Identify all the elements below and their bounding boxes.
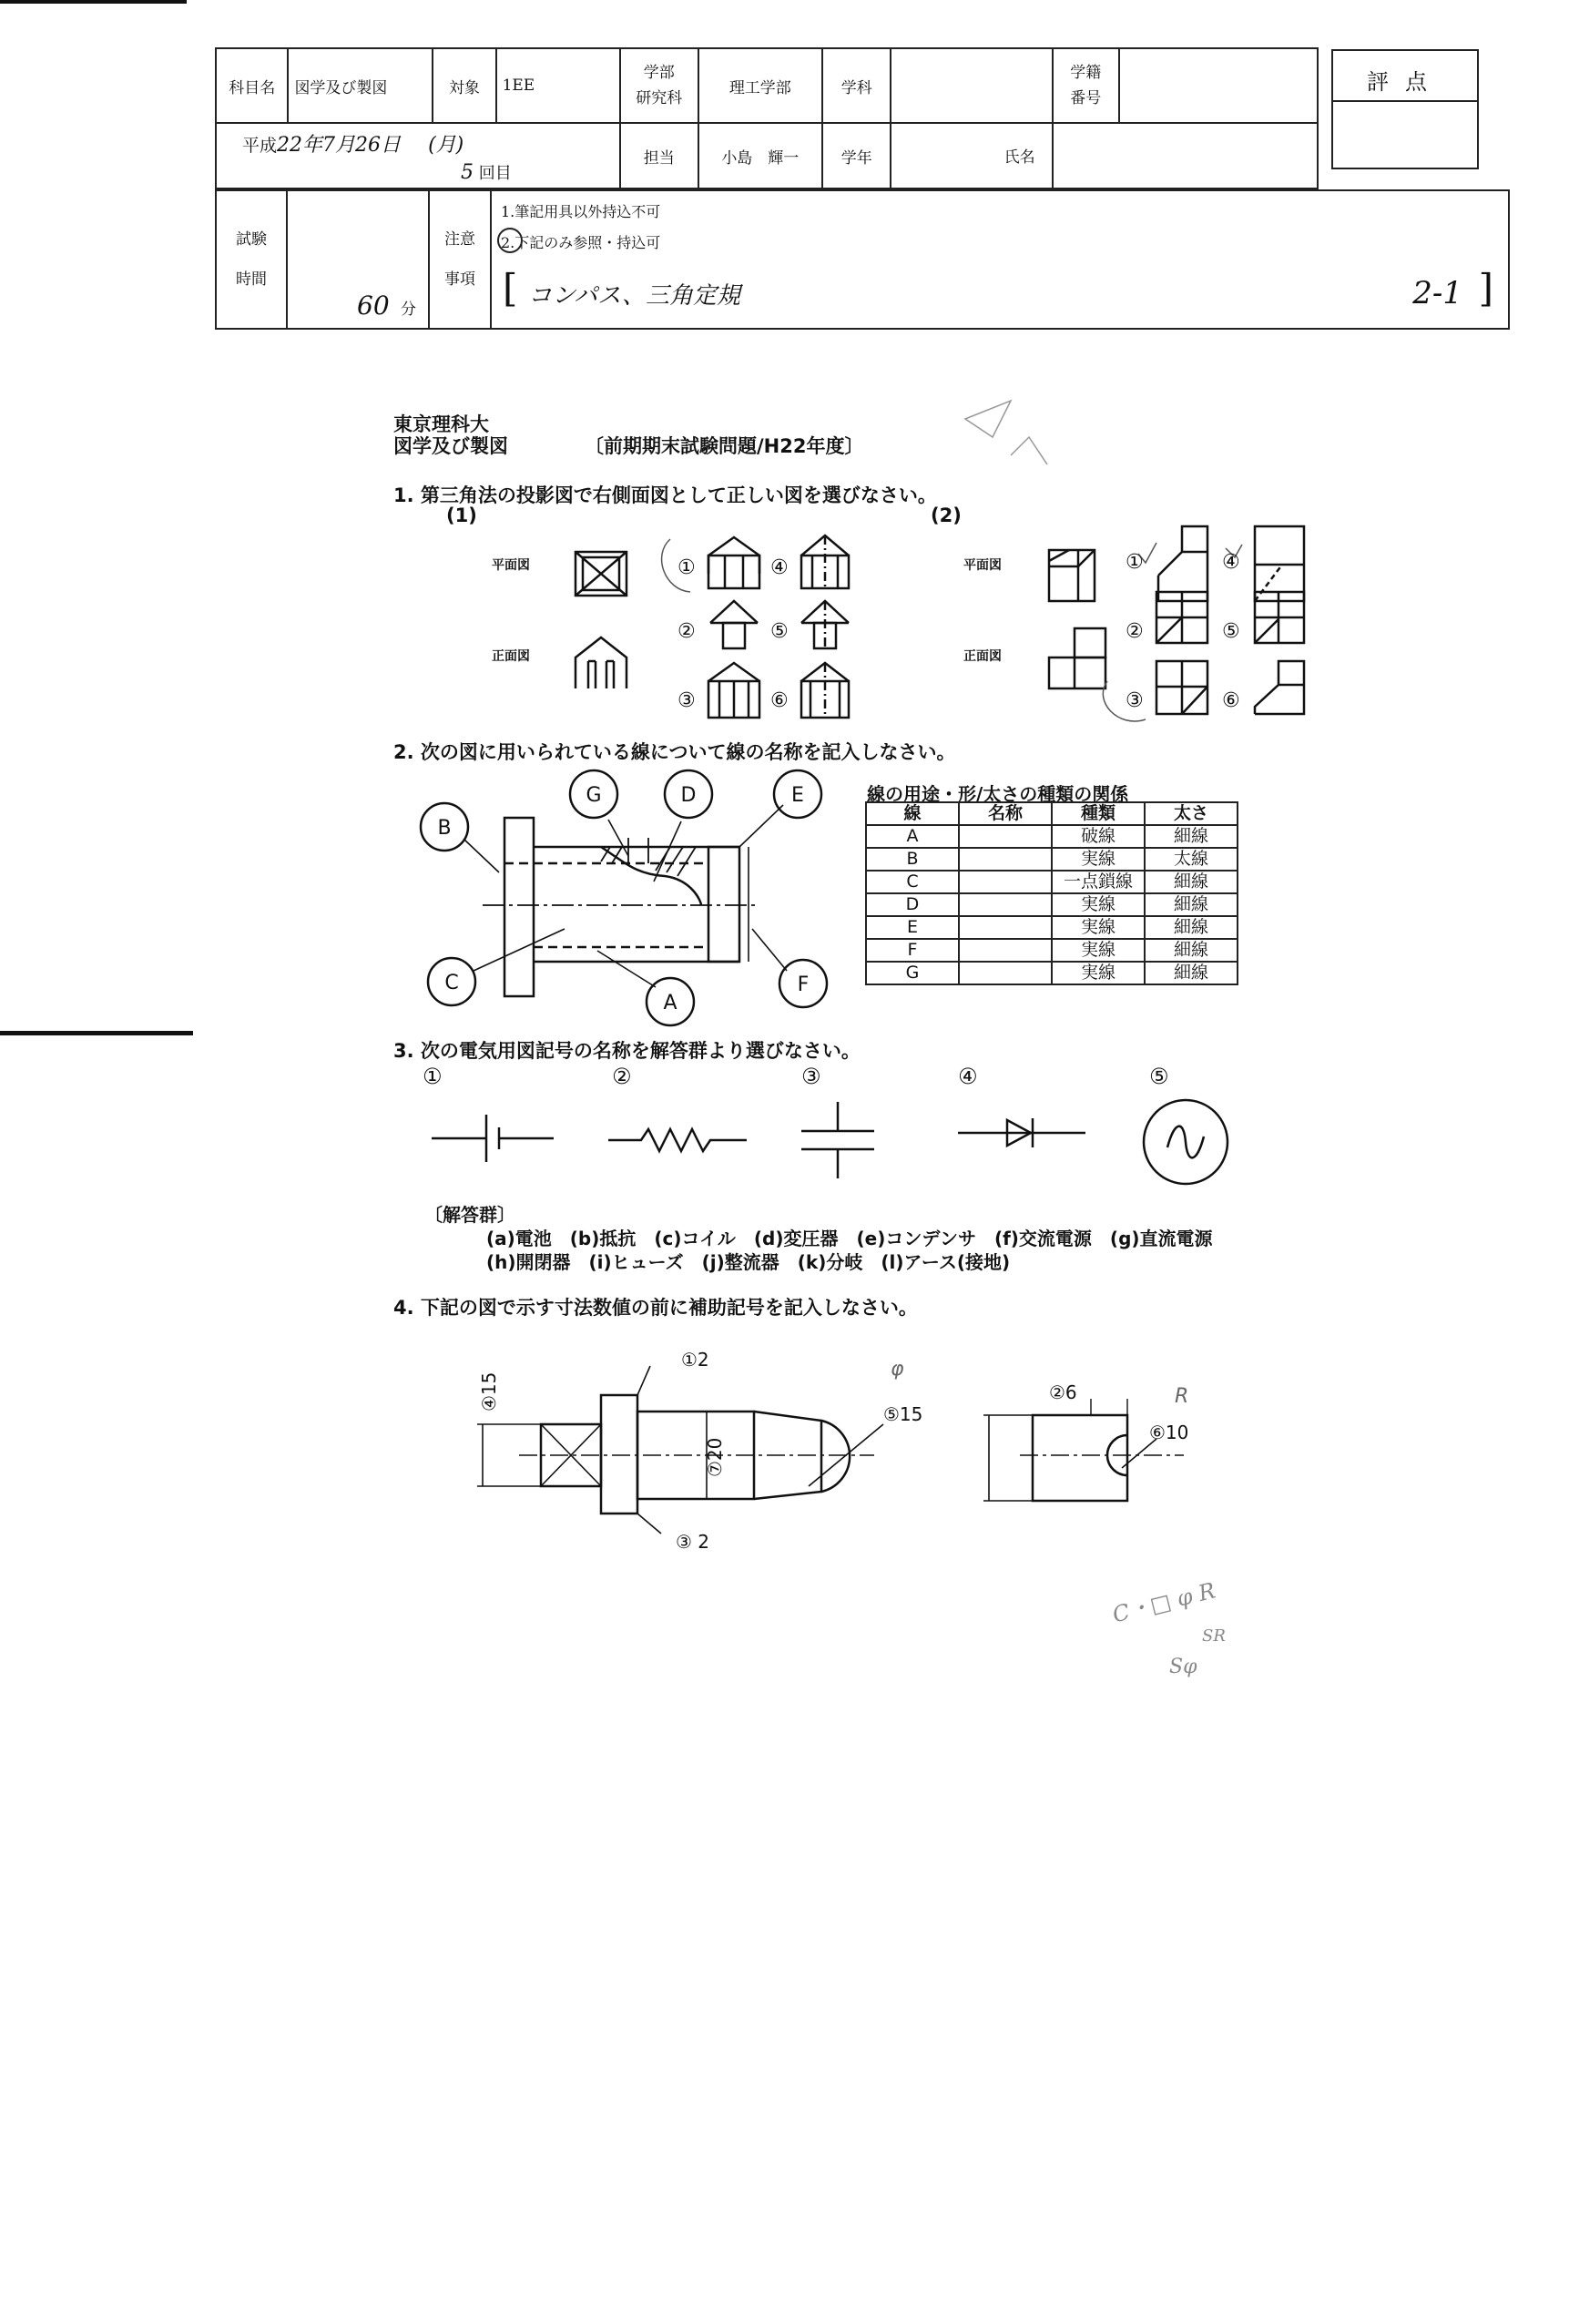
q4-hand-r: R	[1175, 1385, 1189, 1408]
q3-num-3: ③	[801, 1064, 821, 1089]
exam-time-unit: 分	[401, 301, 416, 319]
q4-text: 4. 下記の図で示す寸法数値の前に補助記号を記入しなさい。	[393, 1297, 918, 1319]
q1-text: 1. 第三角法の投影図で右側面図として正しい図を選びなさい。	[393, 484, 937, 506]
faculty-label	[620, 48, 698, 123]
exam-time-label-1: 試験	[236, 230, 267, 249]
table-row	[866, 848, 1238, 871]
row-name[interactable]	[959, 893, 1052, 916]
date-cell	[216, 123, 620, 189]
q3-num-2: ②	[612, 1064, 632, 1089]
name-value	[1053, 123, 1318, 189]
q4-dim-4: ④15	[478, 1371, 500, 1412]
q1-part1-option6-shape	[801, 663, 849, 718]
q1-part1: (1)	[446, 505, 477, 526]
subject-value: 図学及び製図	[288, 48, 433, 123]
q3-answers-line2: (h)開閉器 (i)ヒューズ (j)整流器 (k)分岐 (l)アース(接地)	[486, 1251, 1011, 1273]
teacher-value: 小島 輝一	[698, 123, 822, 189]
exam-time-label	[216, 190, 287, 329]
row-thickness: 細線	[1145, 962, 1238, 984]
note-2-circle	[497, 228, 523, 253]
q1-p2-opt5-num: ⑤	[1222, 620, 1240, 643]
q3-answer-group-label: 〔解答群〕	[424, 1204, 515, 1226]
row-name[interactable]	[959, 871, 1052, 893]
q2-label-d: D	[680, 784, 697, 807]
q2-header-name: 名称	[959, 802, 1052, 825]
table-row	[866, 939, 1238, 962]
q3-symbols	[401, 1056, 1257, 1211]
row-line: G	[866, 962, 959, 984]
row-thickness: 細線	[1145, 893, 1238, 916]
row-type: 実線	[1052, 916, 1145, 939]
q2-line-table	[865, 801, 1238, 985]
note-1: 1.筆記用具以外持込不可	[501, 203, 661, 220]
score-box	[1331, 49, 1479, 169]
notes-label	[429, 190, 491, 329]
q1-plan-label-2: 平面図	[963, 558, 1002, 573]
subject-label: 科目名	[216, 48, 288, 123]
q1-part1-option3-shape	[708, 663, 759, 718]
course-name: 図学及び製図	[393, 435, 508, 457]
q1-p1-opt2-num: ②	[677, 620, 696, 643]
q1-part2-option5-shape	[1255, 592, 1304, 643]
q2-table-title: 線の用途・形/太さの種類の関係	[867, 783, 1129, 805]
exam-time-label-2: 時間	[236, 270, 267, 289]
q3-ac-source-symbol	[1144, 1100, 1228, 1184]
q2-drawing	[401, 765, 838, 1029]
q3-num-4: ④	[958, 1064, 978, 1089]
q4-dim-7: ⑦20	[704, 1437, 726, 1477]
q3-battery-symbol	[432, 1115, 554, 1162]
pencil-notes-3: Sφ	[1169, 1656, 1197, 1678]
teacher-label: 担当	[620, 123, 698, 189]
allowed-bracket-left: [	[503, 266, 518, 311]
row-thickness: 細線	[1145, 916, 1238, 939]
row-line: C	[866, 871, 959, 893]
q1-part2-front-view	[1049, 628, 1105, 688]
q4-dim-6: ⑥10	[1149, 1422, 1189, 1443]
q1-p1-opt4-num: ④	[770, 556, 789, 579]
q2-header-type: 種類	[1052, 802, 1145, 825]
q2-label-c: C	[444, 972, 459, 994]
row-thickness: 細線	[1145, 825, 1238, 848]
q2-label-g: G	[586, 784, 602, 807]
q1-plan-label-1: 平面図	[492, 558, 530, 573]
date-handwritten: 22年7月26日	[277, 134, 402, 157]
row-name[interactable]	[959, 916, 1052, 939]
q1-part2-option4-shape	[1255, 526, 1304, 601]
pencil-notes-1: C・□ φ R	[1109, 1577, 1218, 1628]
q4-dim-2: ②6	[1049, 1381, 1077, 1403]
table-row	[866, 916, 1238, 939]
q4-dim-1: ①2	[681, 1349, 709, 1371]
row-line: B	[866, 848, 959, 871]
dept-label: 学科	[822, 48, 891, 123]
q1-part2: (2)	[931, 505, 962, 526]
row-name[interactable]	[959, 962, 1052, 984]
exam-header-table	[215, 47, 1319, 189]
date-prefix: 平成	[242, 136, 278, 156]
q3-answers-line1: (a)電池 (b)抵抗 (c)コイル (d)変圧器 (e)コンデンサ (f)交流電源 (g)直流電源	[486, 1228, 1213, 1249]
note-2: 2.下記のみ参照・持込可	[501, 234, 661, 251]
year-label: 学年	[822, 123, 891, 189]
q1-p1-opt6-num: ⑥	[770, 689, 789, 712]
target-value: 1EE	[496, 48, 620, 123]
pencil-notes-2: SR	[1202, 1626, 1226, 1646]
q1-part1-option4-shape	[801, 535, 849, 588]
session-handwritten: 5	[461, 161, 474, 184]
row-type: 破線	[1052, 825, 1145, 848]
row-type: 実線	[1052, 962, 1145, 984]
faculty-label-1: 学部	[643, 64, 675, 82]
q2-label-e: E	[791, 784, 804, 807]
row-line: E	[866, 916, 959, 939]
school-name: 東京理科大	[393, 413, 489, 435]
notes-label-2: 事項	[444, 270, 475, 289]
q1-part2-option6-shape	[1255, 661, 1304, 714]
q1-part1-option2-shape	[710, 601, 758, 648]
notes-label-1: 注意	[444, 230, 475, 249]
exam-conditions-table	[215, 189, 1510, 330]
q1-part1-front-view	[576, 637, 627, 688]
row-type: 実線	[1052, 893, 1145, 916]
row-type: 実線	[1052, 848, 1145, 871]
session-suffix: 回目	[478, 164, 512, 183]
allowed-items: コンパス、三角定規	[528, 282, 740, 310]
q2-header-thickness: 太さ	[1145, 802, 1238, 825]
q2-table-header-row	[866, 802, 1238, 825]
q1-p2-opt4-num: ④	[1222, 551, 1240, 574]
q1-part2-plan-view	[1049, 550, 1095, 601]
q1-p2-opt1-num: ①	[1126, 551, 1144, 574]
row-name[interactable]	[959, 825, 1052, 848]
row-thickness: 細線	[1145, 871, 1238, 893]
faculty-label-2: 研究科	[636, 89, 683, 107]
table-row	[866, 825, 1238, 848]
table-row	[866, 893, 1238, 916]
score-label: 評点	[1367, 69, 1443, 95]
year-name-cell	[891, 123, 1052, 189]
q3-text: 3. 次の電気用図記号の名称を解答群より選びなさい。	[393, 1040, 861, 1062]
row-line: D	[866, 893, 959, 916]
q2-label-a: A	[663, 992, 677, 1014]
q1-part2-option3-shape	[1156, 661, 1207, 714]
q4-drawing	[437, 1330, 1257, 1566]
q4-hand-phi: φ	[891, 1358, 904, 1381]
q2-header-line: 線	[866, 802, 959, 825]
weekday-handwritten: (月)	[428, 134, 464, 157]
q1-part2-option2-shape	[1156, 592, 1207, 643]
exam-name: 〔前期期末試験問題/H22年度〕	[585, 435, 864, 457]
q1-front-label-1: 正面図	[492, 649, 530, 664]
q2-label-f: F	[797, 973, 810, 996]
target-label: 対象	[433, 48, 495, 123]
q3-num-1: ①	[423, 1064, 443, 1089]
q1-part1-option1-shape	[708, 537, 759, 588]
q2-label-b: B	[437, 817, 452, 840]
q1-p1-opt1-num: ①	[677, 556, 696, 579]
pencil-scribble-top	[956, 382, 1075, 474]
table-row	[866, 871, 1238, 893]
row-name[interactable]	[959, 848, 1052, 871]
q3-resistor-symbol	[608, 1129, 747, 1151]
q1-part1-plan-view	[576, 552, 627, 596]
q1-front-label-2: 正面図	[963, 649, 1002, 664]
row-name[interactable]	[959, 939, 1052, 962]
name-label: 氏名	[1003, 148, 1035, 167]
q1-part1-option5-shape	[801, 601, 849, 648]
score-divider	[1333, 100, 1477, 102]
row-thickness: 太線	[1145, 848, 1238, 871]
student-no-label-1: 学籍	[1070, 64, 1102, 82]
q3-diode-symbol	[958, 1118, 1085, 1147]
dept-value	[891, 48, 1052, 123]
q1-p1-opt3-num: ③	[677, 689, 696, 712]
q3-capacitor-symbol	[801, 1102, 874, 1178]
row-line: A	[866, 825, 959, 848]
page-top-rule	[0, 0, 187, 4]
q1-drawings	[0, 510, 1579, 729]
row-line: F	[866, 939, 959, 962]
row-thickness: 細線	[1145, 939, 1238, 962]
q1-part2-option1-shape	[1158, 526, 1207, 601]
exam-time-value-cell	[287, 190, 429, 329]
row-type: 一点鎖線	[1052, 871, 1145, 893]
student-no-value	[1119, 48, 1318, 123]
table-row	[866, 962, 1238, 984]
page-code: 2-1	[1412, 275, 1462, 311]
q3-num-5: ⑤	[1149, 1064, 1169, 1089]
exam-time-value: 60	[357, 290, 390, 321]
student-no-label-2: 番号	[1070, 89, 1102, 107]
allowed-bracket-right: ]	[1478, 266, 1493, 311]
q4-dim-3: ③ 2	[676, 1531, 710, 1553]
row-type: 実線	[1052, 939, 1145, 962]
q2-text: 2. 次の図に用いられている線について線の名称を記入しなさい。	[393, 741, 956, 763]
notes-content	[491, 190, 1509, 329]
margin-rule	[0, 1031, 193, 1035]
q1-p2-opt3-num: ③	[1126, 689, 1144, 712]
faculty-value: 理工学部	[698, 48, 822, 123]
student-no-label	[1053, 48, 1119, 123]
q1-p2-opt2-num: ②	[1126, 620, 1144, 643]
q4-dim-5: ⑤15	[883, 1403, 923, 1425]
q1-p1-opt5-num: ⑤	[770, 620, 789, 643]
q1-p2-opt6-num: ⑥	[1222, 689, 1240, 712]
